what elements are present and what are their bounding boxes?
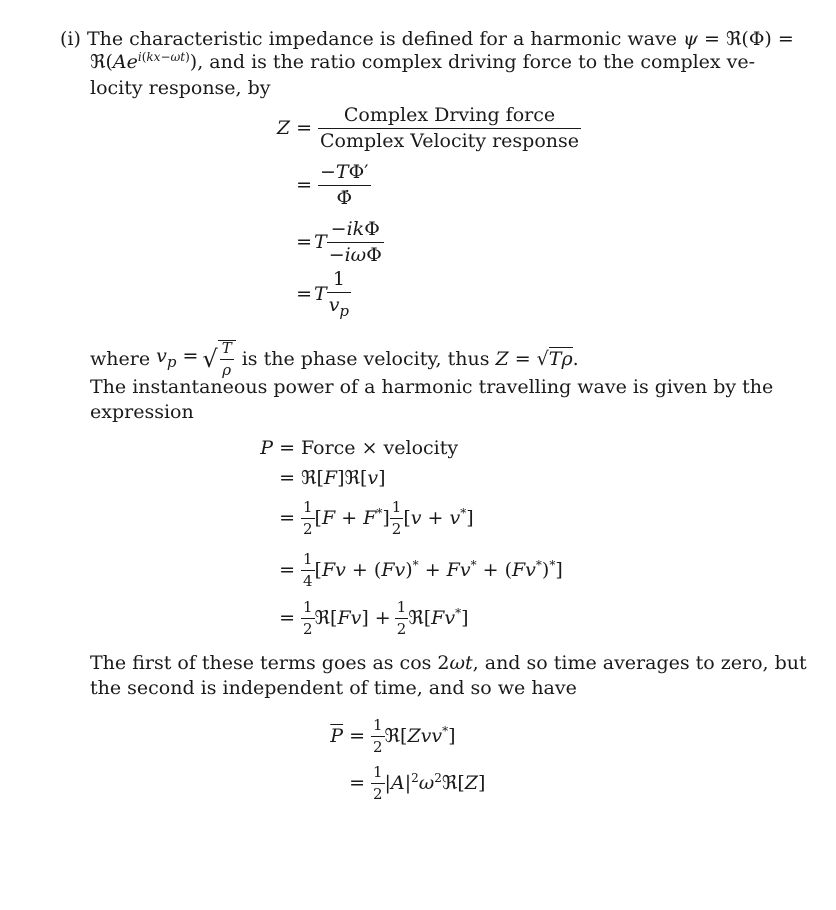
- phase-velocity-fraction: $\frac{1}{v_p}$: [328, 268, 350, 320]
- power-eq-2: = ℜ[F]ℜ[v]: [279, 467, 386, 489]
- part-label: (i): [60, 28, 81, 50]
- intro-text-3: locity response, by: [90, 77, 271, 99]
- impedance-eq-2: = $\frac{-T\Phi'}{\Phi̇}$: [296, 161, 369, 209]
- tension-fraction: $\frac{-T\Phi'}{\Phi̇}$: [320, 161, 369, 209]
- impedance-eq-3: = T $\frac{\text{−ikΦ}}{\text{−iωΦ}}$: [296, 218, 382, 266]
- where-text: where: [90, 347, 151, 370]
- power-lhs: P: [260, 437, 274, 459]
- time-avg-text-2: , and so time averages to zero, but: [472, 652, 807, 674]
- intro-text-1: The characteristic impedance is defined for a harmonic wave: [86, 28, 677, 50]
- intro-line-3: [90, 76, 271, 101]
- impedance-result: Z = √Tρ.: [495, 347, 579, 370]
- impedance-eq-4: = T $\frac{1}{v_p}$: [296, 268, 350, 320]
- psi-definition: ψ = ℜ(Φ) =: [683, 28, 794, 50]
- sqrt-t-over-rho: √ $\frac{T}{\rho}$: [202, 340, 235, 378]
- power-intro-line-2: expression: [90, 401, 194, 423]
- power-eq-3: = $\frac{1}{2}$ [F + F*] $\frac{1}{2}$ [v + v*]: [279, 498, 474, 538]
- time-avg-line-1: The first of these terms goes as cos 2ωt, and so time averages to zero, but: [90, 652, 807, 674]
- power-intro-line-1: The instantaneous power of a harmonic travelling wave is given by the: [90, 376, 774, 398]
- velocity-response-label: Complex Velocity response: [320, 130, 580, 152]
- force-times-velocity: Force × velocity: [301, 437, 459, 459]
- power-eq-4: = $\frac{1}{4}$ [Fv + (Fv)* + Fv* + (Fv*)*]: [279, 550, 563, 590]
- phase-velocity-text: is the phase velocity, thus: [241, 347, 490, 370]
- impedance-lhs: Z: [276, 117, 291, 139]
- impedance-eq-1: Z = $\frac{\text{Complex Drving force}}{\text{Complex Velocity response}}$: [276, 104, 580, 152]
- avg-power-eq-1: $\overline{P}$ = $\frac{1}{2}$ ℜ[Zvv*]: [330, 716, 456, 756]
- intro-text-2: , and is the ratio complex driving force to the complex ve-: [197, 51, 756, 73]
- avg-power-eq-2: = $\frac{1}{2}$ $|A|^2\omega^2ℜ[Z]$: [349, 763, 486, 803]
- impedance-fraction: [318, 106, 581, 151]
- phase-velocity-line: where $v_p$ = √ $\frac{T}{\rho}$ is the phase velocity, thus Z = √Tρ.: [90, 339, 579, 379]
- k-omega-fraction: $\frac{\text{−ikΦ}}{\text{−iωΦ}}$: [328, 218, 382, 266]
- time-avg-text-1: The first of these terms goes as cos 2: [90, 652, 450, 674]
- real-part-expression: $ℜ(Ae^{i(kx-\omega t)})$: [90, 50, 198, 73]
- power-eq-5: = $\frac{1}{2}$ ℜ[Fv] + $\frac{1}{2}$ ℜ[Fv*]: [279, 598, 469, 638]
- intro-line-1: [60, 27, 794, 52]
- power-eq-1: P = Force × velocity: [260, 437, 459, 459]
- driving-force-label: Complex Drving force: [318, 106, 581, 129]
- intro-line-2: [90, 50, 755, 75]
- time-avg-line-2: the second is independent of time, and so we have: [90, 677, 577, 699]
